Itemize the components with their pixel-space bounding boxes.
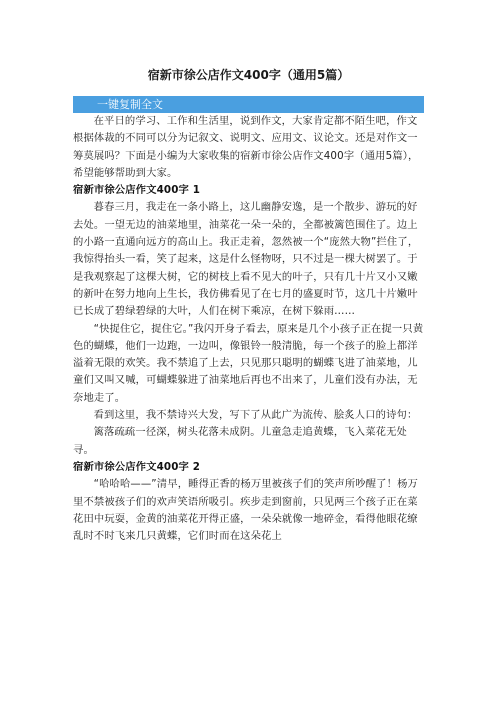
copy-all-button[interactable]	[73, 96, 424, 113]
intro-paragraph: 在平日的学习、工作和生活里，说到作文，大家肯定都不陌生吧，作文根据体裁的不同可以分为记叙文、说明文、应用文、议论文。还是对作文一筹莫展吗？下面是小编为大家收集的宿新市徐公店作文400字（通用5篇），希望能够帮助到大家。	[73, 115, 419, 179]
section-heading-1: 宿新市徐公店作文400字 1	[73, 184, 201, 197]
copy-all-label: 一键复制全文	[97, 98, 163, 111]
paragraph: “快捉住它，捉住它。”我闪开身子看去，原来是几个小孩子正在捉一只黄色的蝴蝶，他们一边跑，一边叫，像银铃一般清脆，每一个孩子的脸上都洋溢着无限的欢笑。我不禁追了上去，只见那只聪明的蝴蝶飞进了油菜地，儿童们又叫又喊，可蝴蝶躲进了油菜地后再也不出来了，儿童们没有办法，无奈地走了。	[73, 322, 424, 404]
poem-lines: 篱落疏疏一径深，树头花落未成阴。儿童急走追黄蝶，飞入菜花无处寻。	[73, 426, 407, 456]
section-heading-2: 宿新市徐公店作文400字 2	[73, 460, 201, 473]
document-body	[73, 113, 424, 545]
paragraph: 看到这里，我不禁诗兴大发，写下了从此广为流传、脍炙人口的诗句：	[93, 409, 418, 422]
paragraph: “哈哈哈——”清早，睡得正香的杨万里被孩子们的笑声所吵醒了！杨万里不禁被孩子们的欢声笑语所吸引。疾步走到窗前，只见两三个孩子正在菜花田中玩耍，金黄的油菜花开得正盛，一朵朵就像一地碎金，看得他眼花缭乱时不时飞来几只黄蝶，它们时而在这朵花上	[73, 478, 418, 543]
paragraph: 暮春三月，我走在一条小路上，这儿幽静安逸，是一个散步、游玩的好去处。一望无边的油菜地里，油菜花一朵一朵的，全都被篱笆围住了。边上的小路一直通向远方的高山上。我正走着，忽然被一个“庞然大物”拦住了，我惊得抬头一看，笑了起来，这是什么怪物呀，只不过是一棵大树罢了。于是我观察起了这棵大树，它的树枝上看不见大的叶子，只有几十片又小又嫩的新叶在努力地向上生长，我仿佛看见了在七月的盛夏时节，这几十片嫩叶已长成了碧绿碧绿的大叶，人们在树下乘凉，在树下躲雨……	[73, 201, 419, 318]
document-title: 宿新市徐公店作文400字（通用5篇）	[147, 68, 350, 82]
